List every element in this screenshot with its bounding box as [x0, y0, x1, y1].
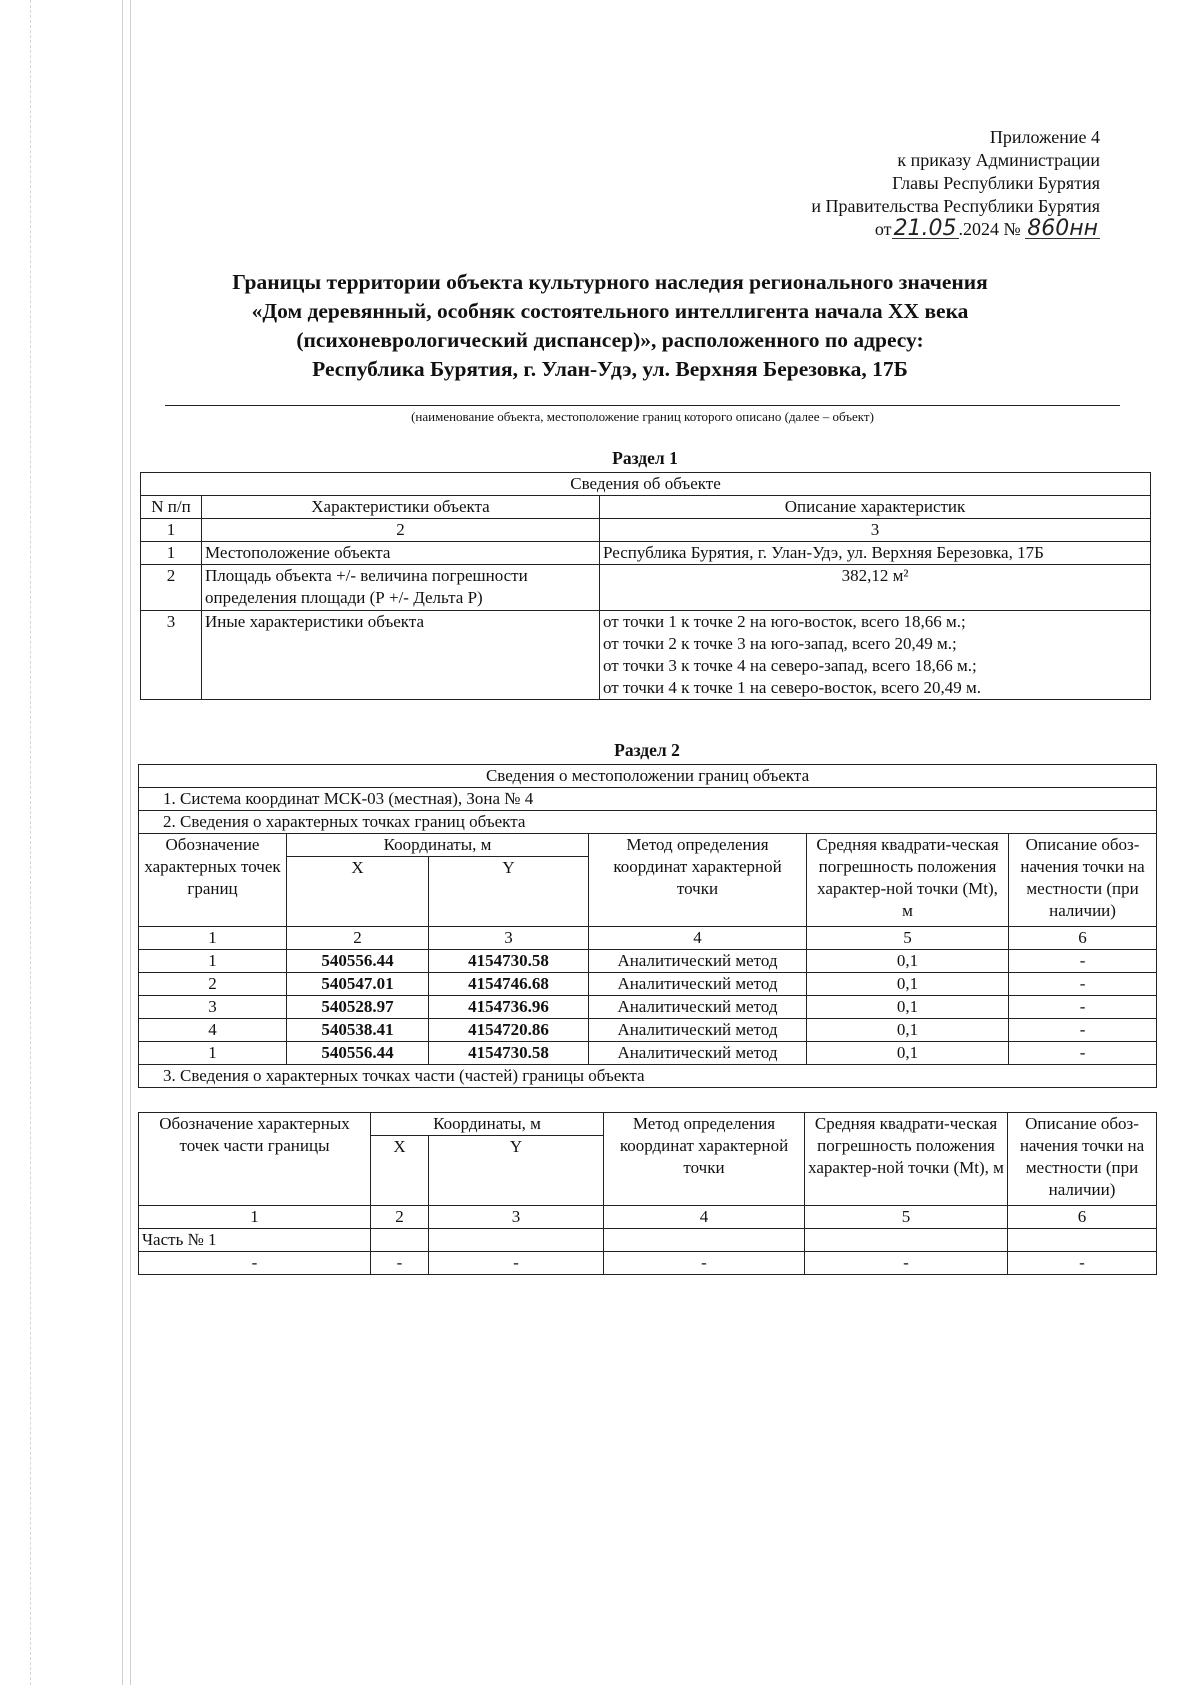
header-point-description: Описание обоз-начения точки на местности (при наличии)	[1009, 834, 1157, 927]
table-row	[139, 996, 1157, 1019]
date-prefix: от	[874, 219, 892, 239]
parts-header-point-description: Описание обоз-начения точки на местности (при наличии)	[1008, 1113, 1157, 1206]
description-line: от точки 2 к точке 3 на юго-запад, всего 20,49 м.;	[603, 634, 957, 653]
point-y: 4154720.86	[429, 1019, 589, 1042]
empty-cell	[604, 1229, 805, 1252]
row-name: Местоположение объекта	[202, 542, 600, 565]
point-description: -	[1009, 996, 1157, 1019]
part-value: -	[429, 1252, 604, 1275]
description-line: от точки 4 к точке 1 на северо-восток, всего 20,49 м.	[603, 678, 982, 697]
point-mt: 0,1	[807, 996, 1009, 1019]
point-id: 2	[139, 973, 287, 996]
point-mt: 0,1	[807, 1042, 1009, 1065]
document-title	[150, 268, 1070, 384]
point-description: -	[1009, 1042, 1157, 1065]
point-method: Аналитический метод	[589, 950, 807, 973]
section-2-table-title: Сведения о местоположении границ объекта	[139, 765, 1157, 788]
header-coordinates: Координаты, м	[287, 834, 589, 857]
empty-cell	[805, 1229, 1008, 1252]
point-id: 3	[139, 996, 287, 1019]
header-description: Описание характеристик	[600, 496, 1151, 519]
col-number: 5	[805, 1206, 1008, 1229]
row-number: 1	[141, 542, 202, 565]
appendix-line-1: Приложение 4	[989, 127, 1100, 147]
part-value: -	[139, 1252, 371, 1275]
part-label: Часть № 1	[139, 1229, 371, 1252]
coordinate-system: 1. Система координат МСК-03 (местная), Зона № 4	[139, 788, 1157, 811]
col-number: 2	[202, 519, 600, 542]
point-id: 1	[139, 950, 287, 973]
col-number: 4	[604, 1206, 805, 1229]
col-number: 3	[600, 519, 1151, 542]
title-line-1: Границы территории объекта культурного наследия регионального значения	[232, 270, 988, 294]
header-method: Метод определения координат характерной точки	[589, 834, 807, 927]
header-designation: Обозначение характерных точек границ	[139, 834, 287, 927]
col-number: 4	[589, 927, 807, 950]
col-number: 6	[1009, 927, 1157, 950]
row-name: Площадь объекта +/- величина погрешности определения площади (Р +/- Дельта Р)	[202, 565, 600, 611]
point-mt: 0,1	[807, 950, 1009, 973]
col-number: 6	[1008, 1206, 1157, 1229]
row-number: 3	[141, 611, 202, 700]
points-title: 2. Сведения о характерных точках границ объекта	[139, 811, 1157, 834]
title-line-4: Республика Бурятия, г. Улан-Удэ, ул. Верхняя Березовка, 17Б	[312, 357, 908, 381]
appendix-line-3: Главы Республики Бурятия	[892, 173, 1100, 193]
col-number: 1	[139, 927, 287, 950]
col-number: 1	[139, 1206, 371, 1229]
point-y: 4154736.96	[429, 996, 589, 1019]
point-x: 540556.44	[287, 1042, 429, 1065]
description-line: от точки 1 к точке 2 на юго-восток, всего 18,66 м.;	[603, 612, 966, 631]
point-mt: 0,1	[807, 973, 1009, 996]
point-id: 4	[139, 1019, 287, 1042]
parts-header-y: Y	[429, 1136, 604, 1206]
empty-cell	[429, 1229, 604, 1252]
table-row	[139, 1019, 1157, 1042]
description-line: от точки 3 к точке 4 на северо-запад, всего 18,66 м.;	[603, 656, 977, 675]
col-number: 2	[371, 1206, 429, 1229]
row-description: 382,12 м²	[600, 565, 1151, 611]
appendix-line-2: к приказу Администрации	[897, 150, 1100, 170]
title-caption: (наименование объекта, местоположение границ которого описано (далее – объект)	[411, 409, 874, 424]
point-x: 540538.41	[287, 1019, 429, 1042]
table-row	[139, 950, 1157, 973]
point-method: Аналитический метод	[589, 996, 807, 1019]
col-number: 1	[141, 519, 202, 542]
table-row	[141, 565, 1151, 611]
point-method: Аналитический метод	[589, 1042, 807, 1065]
col-number: 3	[429, 927, 589, 950]
point-x: 540547.01	[287, 973, 429, 996]
part-value: -	[604, 1252, 805, 1275]
parts-title: 3. Сведения о характерных точках части (частей) границы объекта	[139, 1065, 1157, 1088]
empty-cell	[1008, 1229, 1157, 1252]
point-x: 540556.44	[287, 950, 429, 973]
appendix-line-4: и Правительства Республики Бурятия	[811, 196, 1100, 216]
table-row	[141, 542, 1151, 565]
point-method: Аналитический метод	[589, 1019, 807, 1042]
header-error: Средняя квадрати-ческая погрешность положения характер-ной точки (Mt), м	[807, 834, 1009, 927]
parts-header-coordinates: Координаты, м	[371, 1113, 604, 1136]
parts-header-method: Метод определения координат характерной точки	[604, 1113, 805, 1206]
handwritten-number: 860нн	[1027, 216, 1098, 241]
table-row	[139, 973, 1157, 996]
empty-cell	[371, 1229, 429, 1252]
point-y: 4154730.58	[429, 1042, 589, 1065]
title-underline	[165, 405, 1120, 406]
point-method: Аналитический метод	[589, 973, 807, 996]
row-description	[600, 611, 1151, 700]
parts-header-designation: Обозначение характерных точек части границы	[139, 1113, 371, 1206]
point-id: 1	[139, 1042, 287, 1065]
handwritten-date: 21.05	[893, 216, 957, 241]
header-y: Y	[429, 857, 589, 927]
col-number: 2	[287, 927, 429, 950]
header-characteristics: Характеристики объекта	[202, 496, 600, 519]
parts-table	[138, 1112, 1157, 1275]
header-n: N п/п	[141, 496, 202, 519]
point-x: 540528.97	[287, 996, 429, 1019]
col-number: 3	[429, 1206, 604, 1229]
appendix-date-line	[811, 218, 1100, 241]
section-2-table	[138, 764, 1157, 1088]
title-line-3: (психоневрологический диспансер)», расположенного по адресу:	[296, 328, 924, 352]
point-y: 4154730.58	[429, 950, 589, 973]
section-1-table	[140, 472, 1151, 700]
table-row	[139, 1252, 1157, 1275]
header-x: X	[287, 857, 429, 927]
scan-margin-line	[30, 0, 32, 1685]
parts-header-error: Средняя квадрати-ческая погрешность положения характер-ной точки (Mt), м	[805, 1113, 1008, 1206]
table-row	[139, 1042, 1157, 1065]
table-row	[141, 611, 1151, 700]
row-description: Республика Бурятия, г. Улан-Удэ, ул. Верхняя Березовка, 17Б	[600, 542, 1151, 565]
col-number: 5	[807, 927, 1009, 950]
row-number: 2	[141, 565, 202, 611]
point-description: -	[1009, 973, 1157, 996]
part-value: -	[805, 1252, 1008, 1275]
parts-header-x: X	[371, 1136, 429, 1206]
title-line-2: «Дом деревянный, особняк состоятельного интеллигента начала XX века	[251, 299, 969, 323]
point-y: 4154746.68	[429, 973, 589, 996]
section-1-table-title: Сведения об объекте	[141, 473, 1151, 496]
appendix-block	[811, 126, 1100, 241]
point-mt: 0,1	[807, 1019, 1009, 1042]
point-description: -	[1009, 1019, 1157, 1042]
date-suffix: .2024 №	[958, 219, 1021, 239]
section-1-heading: Раздел 1	[612, 448, 678, 468]
row-name: Иные характеристики объекта	[202, 611, 600, 700]
section-2-heading: Раздел 2	[614, 740, 680, 760]
binding-line-left	[122, 0, 123, 1685]
point-description: -	[1009, 950, 1157, 973]
binding-line-right	[130, 0, 131, 1685]
part-value: -	[1008, 1252, 1157, 1275]
part-value: -	[371, 1252, 429, 1275]
